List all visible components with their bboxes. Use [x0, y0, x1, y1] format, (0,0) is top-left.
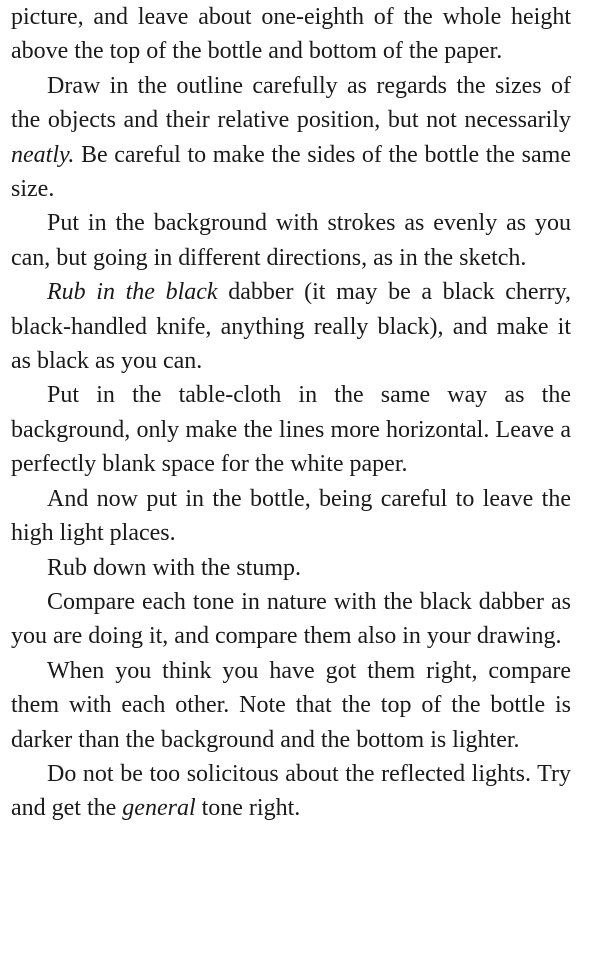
text-segment: When you think you have got them right, compare them with each other. Note that the top of the bottle is darker than the background and the bottom is lighter.	[11, 657, 571, 753]
paragraph-compare-each-other	[11, 654, 571, 757]
italic-text-segment: neatly.	[11, 141, 75, 168]
italic-text-segment: Rub in the black	[47, 279, 218, 306]
text-segment: Put in the background with strokes as evenly as you can, but going in different directions, as in the sketch.	[11, 210, 571, 271]
paragraph-table-cloth	[11, 378, 571, 481]
paragraph-background	[11, 206, 571, 275]
italic-text-segment: general	[122, 795, 196, 822]
text-segment: And now put in the bottle, being careful to leave the high light places.	[11, 485, 571, 547]
text-segment: Draw in the outline carefully as regards the sizes of the objects and their relative position, but not necessarily	[11, 72, 571, 134]
paragraph-dabber	[11, 275, 571, 378]
text-segment: dabber (it may be a black cherry, black-handled knife, anything really black), and make it as black as you can.	[11, 279, 572, 375]
text-segment: tone right.	[195, 795, 301, 822]
paragraph-reflected-lights	[11, 757, 571, 826]
paragraph-continued	[11, 0, 571, 69]
text-segment: Be careful to make the sides of the bottle the same size.	[11, 141, 571, 203]
text-segment: Do not be too solicitous about the reflected lights. Try and get the	[11, 760, 571, 822]
text-segment: picture, and leave about one-eighth of the whole height above the top of the bottle and bottom of the paper.	[11, 4, 571, 65]
paragraph-bottle	[11, 482, 571, 551]
paragraph-compare-tone	[11, 585, 571, 654]
text-segment: Compare each tone in nature with the black dabber as you are doing it, and compare them also in your drawing.	[11, 588, 571, 650]
text-segment: Put in the table-cloth in the same way as the background, only make the lines more horizontal. Leave a perfectly blank space for the white paper.	[11, 382, 571, 478]
paragraph-outline	[11, 69, 571, 207]
text-segment: Rub down with the stump.	[47, 554, 302, 581]
book-page	[11, 0, 571, 826]
paragraph-stump	[11, 551, 571, 585]
